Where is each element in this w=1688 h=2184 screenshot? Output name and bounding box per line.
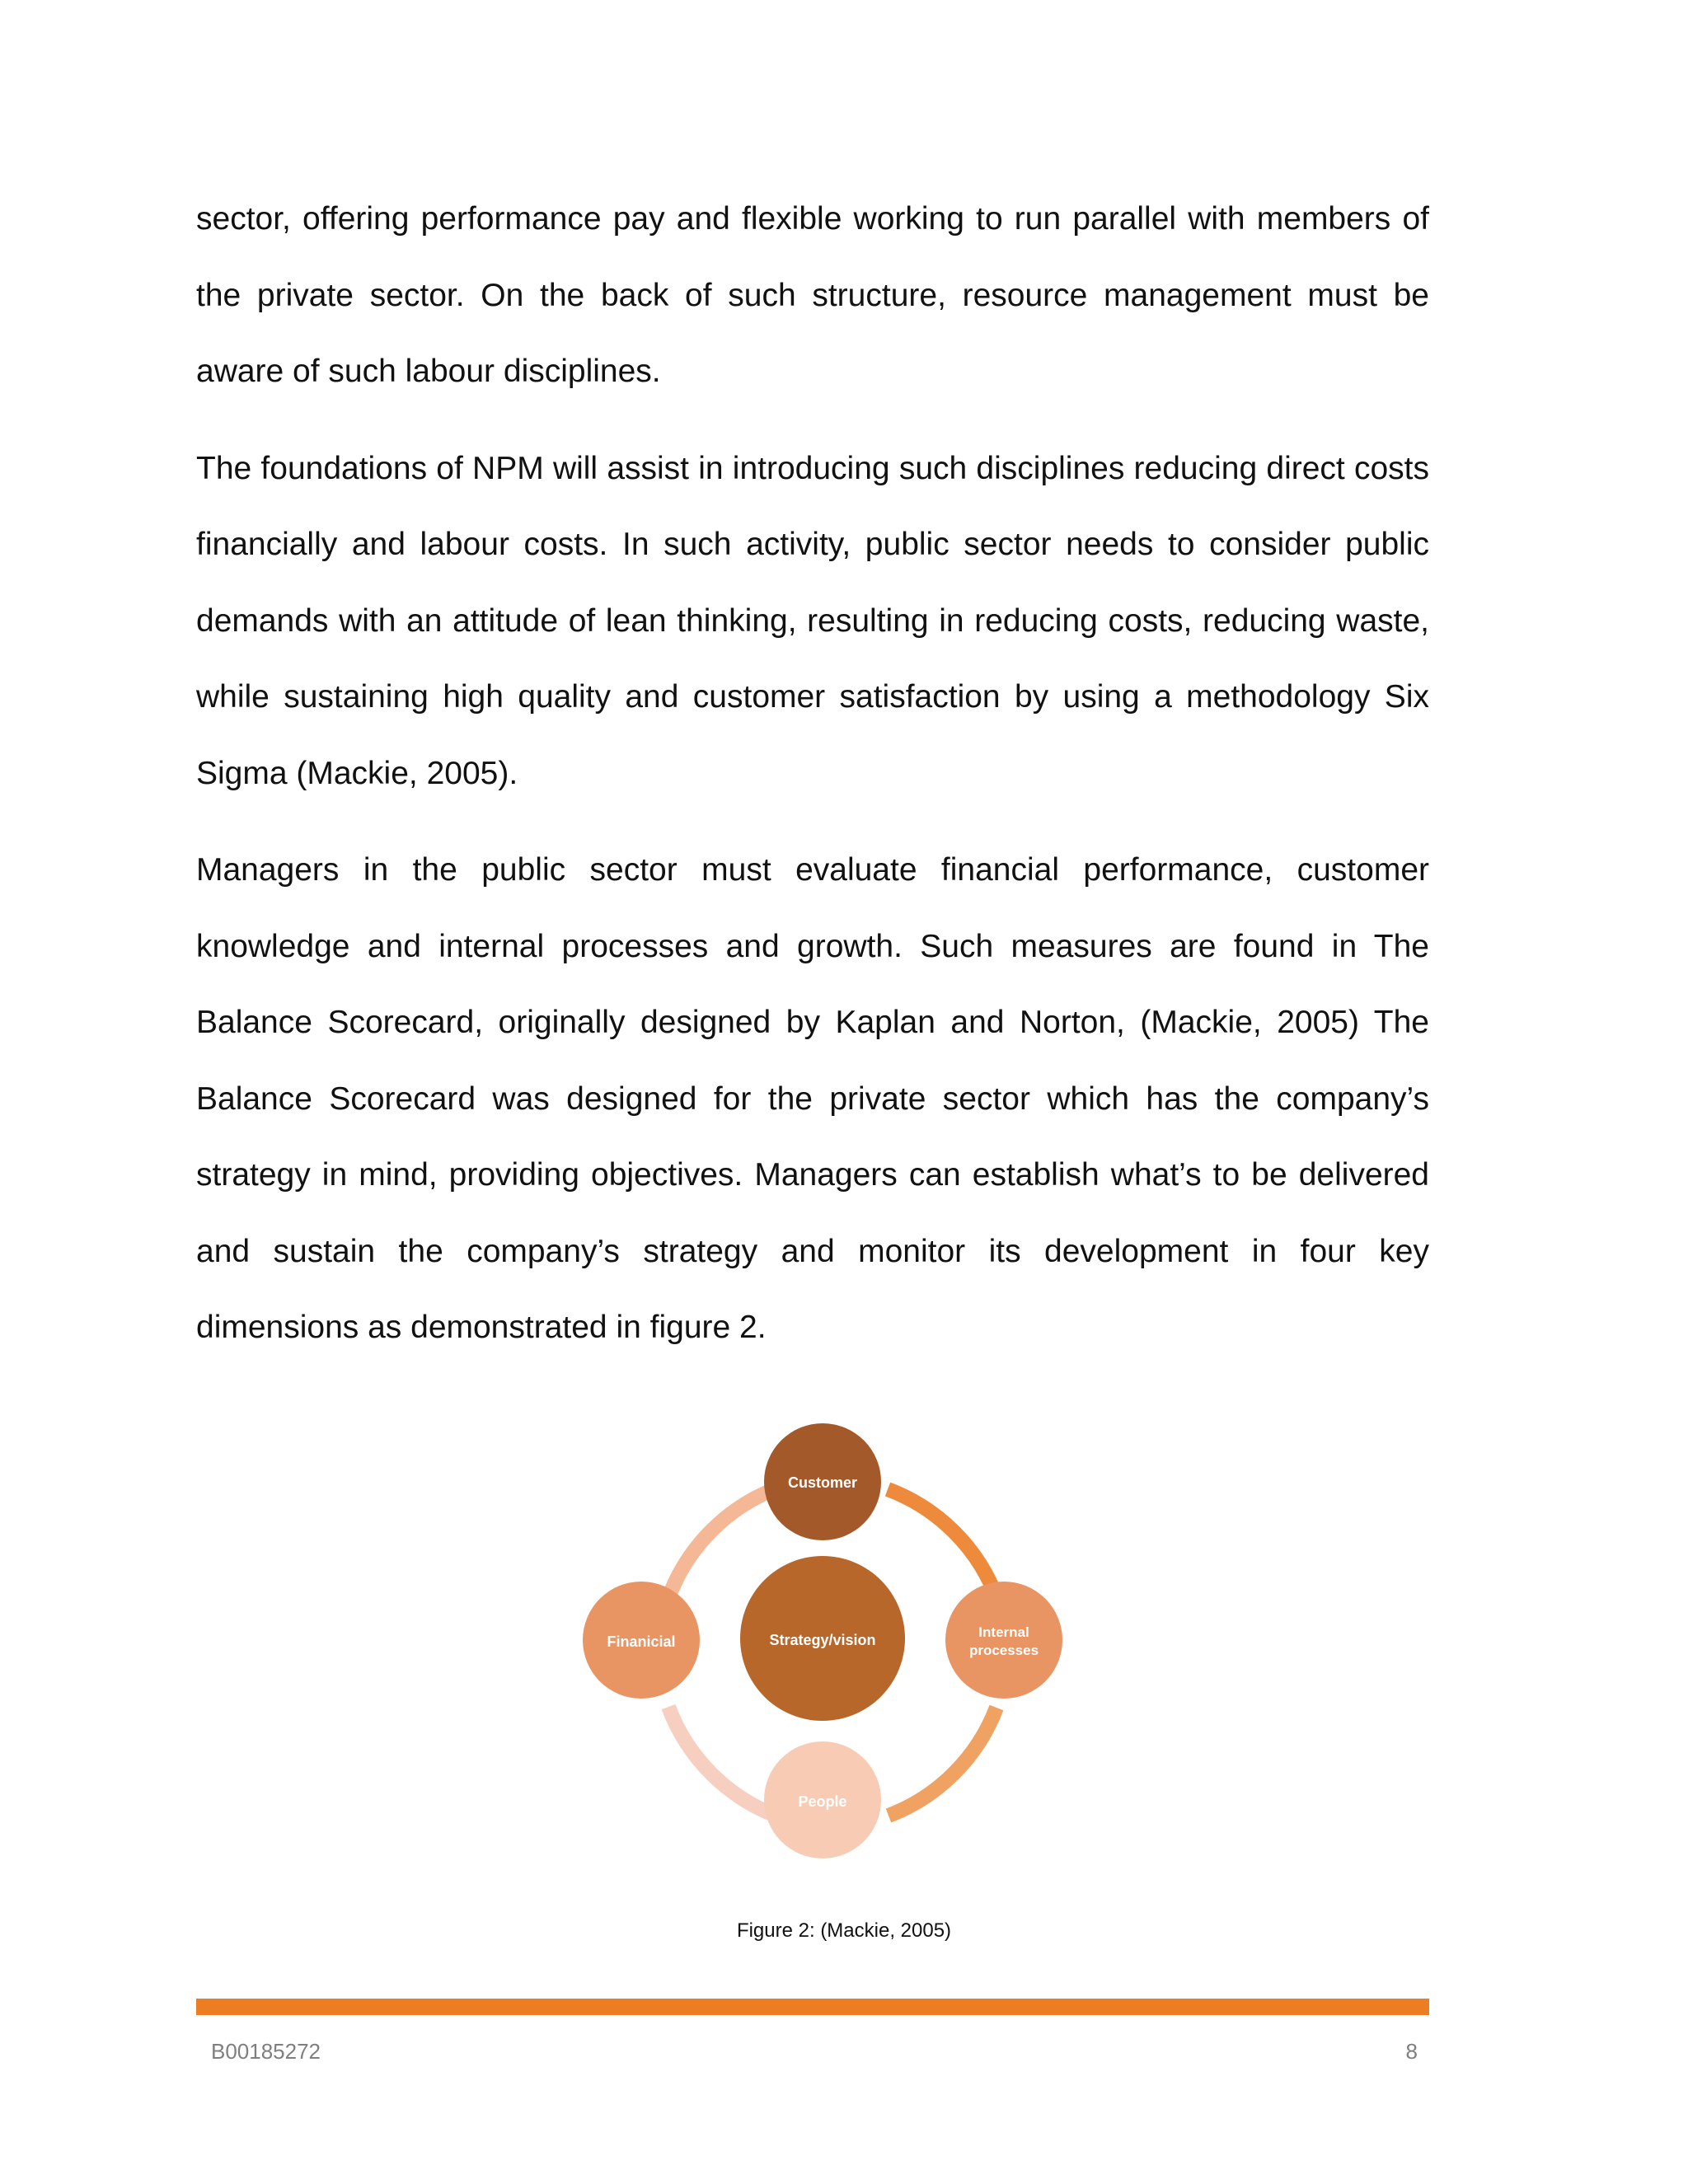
financial-label: Finanicial — [607, 1633, 676, 1650]
paragraph-1: sector, offering performance pay and flexible working to run parallel with members of the private sector. On the back of such structure, resource management must be aware of such labour disciplines. — [196, 201, 1429, 389]
paragraph-3: Managers in the public sector must evaluate financial performance, customer knowledge and internal processes and growth. Such measures are found in The Balance Scorecard, originally designed by Kaplan and Norton, (Mackie, 2005) The Balance Scorecard was designed for the private sector which has the company’s strategy in mind, providing objectives. Managers can establish what’s to be delivered and sustain the company’s strategy and monitor its development in four key dimensions as demonstrated in figure 2. — [196, 852, 1429, 1345]
internal-processes-circle — [945, 1582, 1062, 1699]
footer-divider-bar — [196, 1999, 1429, 2015]
internal-processes-label-line1: Internal — [978, 1624, 1029, 1640]
arc-bottom-left — [668, 1707, 778, 1816]
body-text — [196, 181, 1429, 1366]
internal-processes-label-line2: processes — [968, 1643, 1039, 1658]
arc-right-bottom — [889, 1708, 996, 1816]
balanced-scorecard-figure — [560, 1416, 1104, 1877]
figure-caption: Figure 2: (Mackie, 2005) — [736, 1919, 952, 1942]
arc-top-right — [888, 1489, 996, 1597]
footer-student-id: B00185272 — [211, 2039, 321, 2064]
paragraph-2: The foundations of NPM will assist in introducing such disciplines reducing direct costs financially and labour costs. In such activity, public sector needs to consider public demands with an attitude of lean thinking, resulting in reducing costs, reducing waste, while sustaining high quality and customer satisfaction by using a methodology Six Sigma (Mackie, 2005). — [196, 450, 1429, 791]
strategy-vision-label: Strategy/vision — [769, 1632, 876, 1648]
scorecard-diagram — [560, 1416, 1104, 1877]
customer-label: Customer — [787, 1474, 858, 1491]
people-label: People — [798, 1793, 847, 1810]
arc-left-top — [668, 1488, 776, 1598]
footer-page-number: 8 — [1405, 2039, 1418, 2064]
